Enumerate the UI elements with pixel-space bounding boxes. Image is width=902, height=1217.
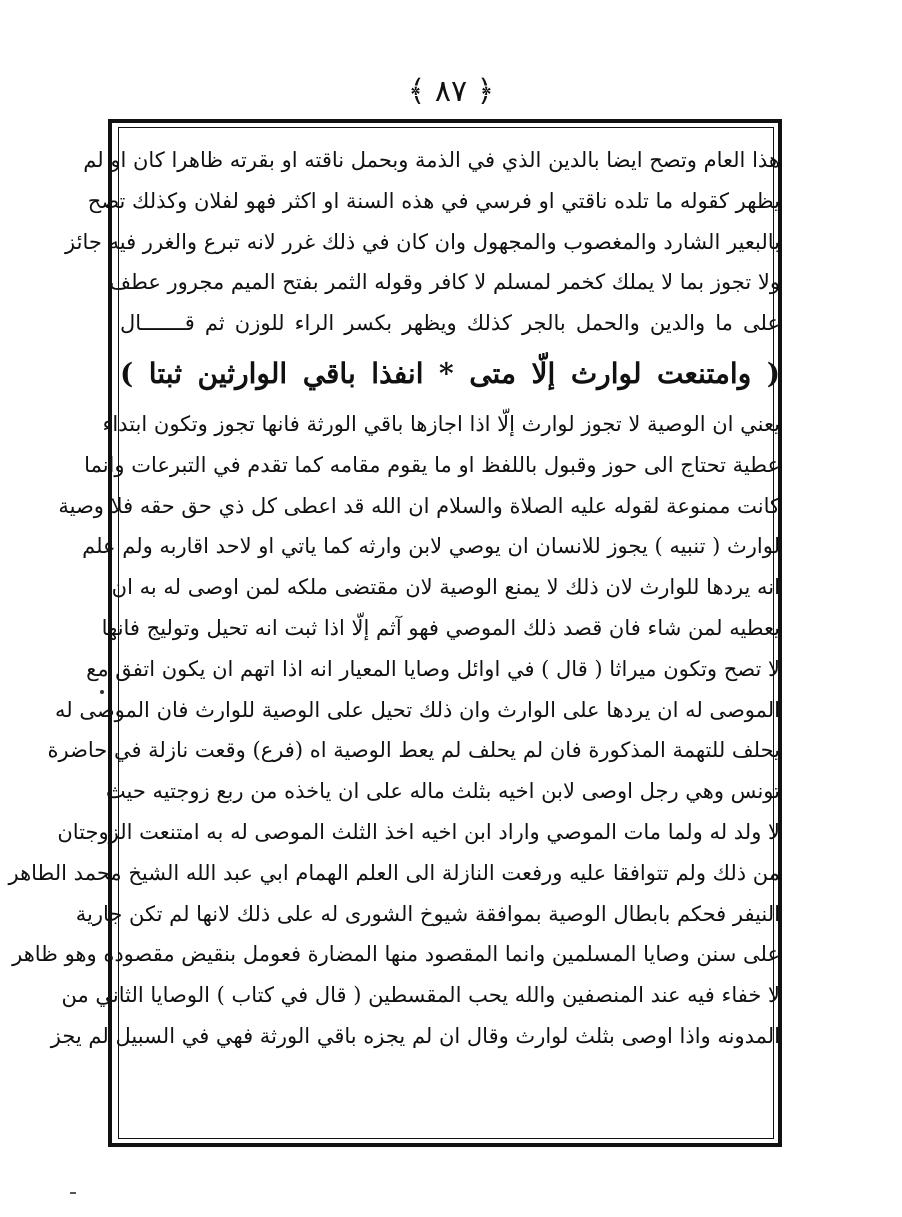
text-line: لا ولد له ولما مات الموصي واراد ابن اخيه اخذ الثلث الموصى له به امتنعت الزوجتان [57,819,780,844]
text-line: عطية تحتاج الى حوز وقبول باللفظ او ما يقوم مقامه كما تقدم في التبرعات وانما [84,452,780,477]
margin-speck [100,690,104,694]
text-line: يظهر كقوله ما تلده ناقتي او فرسي في هذه السنة او اكثر فهو لفلان وكذلك تصح [87,188,780,213]
text-line: على ما والدين والحمل بالجر كذلك ويظهر بكسر الراء للوزن ثم قـــــــال [120,311,780,336]
page-number: ﴿ ٨٧ ﴾ [407,74,495,109]
text-line: لا خفاء فيه عند المنصفين والله يحب المقسطين ( قال في كتاب ) الوصايا الثاني من [61,983,780,1008]
text-line: على سنن وصايا المسلمين وانما المقصود منها المضارة فعومل بنقيض مقصوده وهو ظاهر [12,942,780,967]
text-line: تونس وهي رجل اوصى لابن اخيه بثلث ماله على ان ياخذه من ربع زوجتيه حيث [105,779,780,804]
text-line: كانت ممنوعة لقوله عليه الصلاة والسلام ان الله قد اعطى كل ذي حق حقه فلا وصية [58,493,780,518]
text-line: من ذلك ولم تتوافقا عليه ورفعت النازلة الى العلم الهمام ابي عبد الله الشيخ محمد الطاهر [8,860,780,885]
text-line: بالبعير الشارد والمغصوب والمجهول وان كان في ذلك غرر لانه تبرع والغرر فيه جائز [65,229,780,254]
text-line: لا تصح وتكون ميراثا ( قال ) في اوائل وصايا المعيار انه اذا اتهم ان يكون اتفق مع [86,656,780,681]
text-line: لوارث ( تنبيه ) يجوز للانسان ان يوصي لابن وارثه كما ياتي او لاحد اقاربه ولم علم [82,534,780,559]
text-line: انه يردها للوارث لان ذلك لا يمنع الوصية لان مقتضى ملكه لمن اوصى له به ان [111,575,780,600]
bottom-speck [70,1192,76,1194]
text-line: الموصى له ان يردها على الوارث وان ذلك تحيل على الوصية للوارث فان الموصى له [55,697,780,722]
text-line: النيفر فحكم بابطال الوصية بموافقة شيوخ الشورى له على ذلك لانها لم تكن جارية [75,901,780,926]
text-line: المدونه واذا اوصى بثلث لوارث وقال ان لم يجزه باقي الورثة فهي في السبيل لم يجز [50,1023,780,1048]
text-line: ولا تجوز بما لا يملك كخمر لمسلم لا كافر وقوله الثمر بفتح الميم مجرور عطف [109,270,780,295]
text-line: هذا العام وتصح ايضا بالدين الذي في الذمة وبحمل ناقته او بقرته ظاهرا كان او لم [83,148,780,172]
verse-line: ( وامتنعت لوارث إلّا متى * انفذا باقي الوارثين ثبتا ) [120,356,780,390]
main-text-body [8,140,780,1057]
text-line: يعني ان الوصية لا تجوز لوارث إلّا اذا اجازها باقي الورثة فانها تجوز وتكون ابتداء [102,411,780,436]
text-line: يحلف للتهمة المذكورة فان لم يحلف لم يعط الوصية اه (فرع) وقعت نازلة في حاضرة [47,738,780,763]
text-line: يعطيه لمن شاء فان قصد ذلك الموصي فهو آثم إلّا اذا ثبت انه تحيل وتوليج فانها [101,615,780,640]
